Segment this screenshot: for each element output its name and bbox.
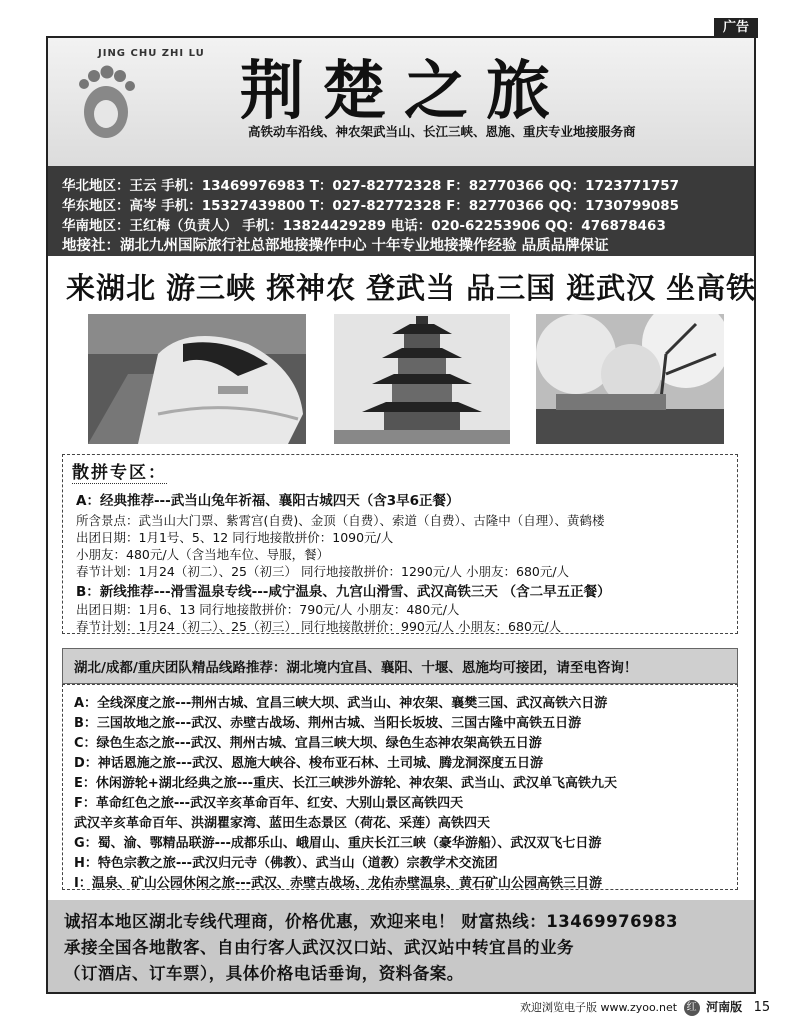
yellow-crane-tower-photo [334,314,510,444]
package-line: 出团日期：1月6、13 同行地接散拼价：790元/人 小朋友：480元/人 [76,602,460,617]
page-footer [520,998,770,1016]
package-line: 春节计划：1月24（初二）、25（初三） 同行地接散拼价：990元/人 小朋友：680元/人 [76,619,562,634]
logo-text: JING CHU ZHI LU [98,48,205,59]
slogan [66,266,766,307]
package-line: A：经典推荐---武当山兔年祈福、襄阳古城四天（含3早6正餐） [76,493,460,509]
package-line: 所含景点：武当山大门票、紫霄宫(自费)、金顶（自费）、索道（自费）、古隆中（自理）、黄鹤楼 [76,513,605,528]
cherry-blossom-lake-photo [536,314,724,444]
package-line: 小朋友：480元/人（含当地车位、导服，餐） [76,547,330,562]
package-line: 春节计划：1月24（初二）、25（初三） 同行地接散拼价：1290元/人 小朋友：680元/人 [76,564,570,579]
route-item: G：蜀、渝、鄂精品联游---成都乐山、峨眉山、重庆长江三峡（豪华游船）、武汉双飞七日游 [74,836,602,851]
route-item: E：休闲游轮+湖北经典之旅---重庆、长江三峡涉外游轮、神农架、武当山、武汉单飞高铁九天 [74,776,617,791]
route-item: B：三国故地之旅---武汉、赤壁古战场、荆州古城、当阳长坂坡、三国古隆中高铁五日游 [74,716,582,731]
route-item: H：特色宗教之旅---武汉归元寺（佛教）、武当山（道教）宗教学术交流团 [74,856,498,871]
group-heading: 湖北/成都/重庆团队精品线路推荐：湖北境内宜昌、襄阳、十堰、恩施均可接团，请至电咨询！ [74,660,638,676]
slogan-item: 逛武汉 [566,271,657,305]
page-number: 15 [753,1000,771,1015]
recruit-line: （订酒店、订车票），具体价格电话垂询，资料备案。 [64,964,464,983]
slogan-item: 登武当 [366,271,457,305]
slogan-item: 来湖北 [66,271,157,305]
route-item: F：革命红色之旅---武汉辛亥革命百年、红安、大别山景区高铁四天 [74,796,464,811]
contact-line: 华东地区：高岑 手机：15327439800 T：027-82772328 F：82770366 QQ：1730799085 [62,198,680,214]
header-subtitle: 高铁动车沿线、神农架武当山、长江三峡、恩施、重庆专业地接服务商 [248,124,636,139]
route-item: 武汉辛亥革命百年、洪湖瞿家湾、蓝田生态景区（荷花、采莲）高铁四天 [74,816,491,831]
contact-band [48,166,754,256]
package-line: B：新线推荐---滑雪温泉专线---咸宁温泉、九宫山滑雪、武汉高铁三天 （含二早五正餐） [76,584,611,600]
hong-logo-icon: 红 [684,1000,700,1016]
slogan-item: 品三国 [466,271,557,305]
footer-edition: 河南版 [706,1000,743,1014]
slogan-item: 游三峡 [166,271,257,305]
package-title: 散拼专区： [72,458,167,484]
recruit-line: 诚招本地区湖北专线代理商，价格优惠，欢迎来电！ 财富热线：13469976983 [64,912,679,931]
footer-site: 欢迎浏览电子版 www.zyoo.net [520,1001,678,1014]
contact-line: 华北地区：王云 手机：13469976983 T：027-82772328 F：82770366 QQ：1723771757 [62,178,680,194]
package-line: 出团日期：1月1号、5、12 同行地接散拼价：1090元/人 [76,530,394,545]
high-speed-train-photo [88,314,306,444]
route-item: A：全线深度之旅---荆州古城、宜昌三峡大坝、武当山、神农架、襄樊三国、武汉高铁六日游 [74,696,608,711]
ad-tag: 广告 [714,18,758,38]
agent-recruit-band [48,900,754,992]
contact-line: 华南地区：王红梅（负责人） 手机：13824429289 电话：020-62253906 QQ：476878463 [62,218,666,234]
page-title: 荆楚之旅 [240,54,568,129]
slogan-item: 探神农 [266,271,357,305]
route-item: C：绿色生态之旅---武汉、荆州古城、宜昌三峡大坝、绿色生态神农架高铁五日游 [74,736,542,751]
agency-line: 地接社：湖北九州国际旅行社总部地接操作中心 十年专业地接操作经验 品质品牌保证 [62,238,609,254]
route-item: I：温泉、矿山公园休闲之旅---武汉、赤壁古战场、龙佑赤壁温泉、黄石矿山公园高铁三日游 [74,876,603,891]
route-item: D：神话恩施之旅---武汉、恩施大峡谷、梭布亚石林、土司城、腾龙洞深度五日游 [74,756,543,771]
slogan-item: 坐高铁 [666,271,757,305]
footprint-logo-icon [70,62,150,142]
recruit-line: 承接全国各地散客、自由行客人武汉汉口站、武汉站中转宜昌的业务 [64,938,574,957]
